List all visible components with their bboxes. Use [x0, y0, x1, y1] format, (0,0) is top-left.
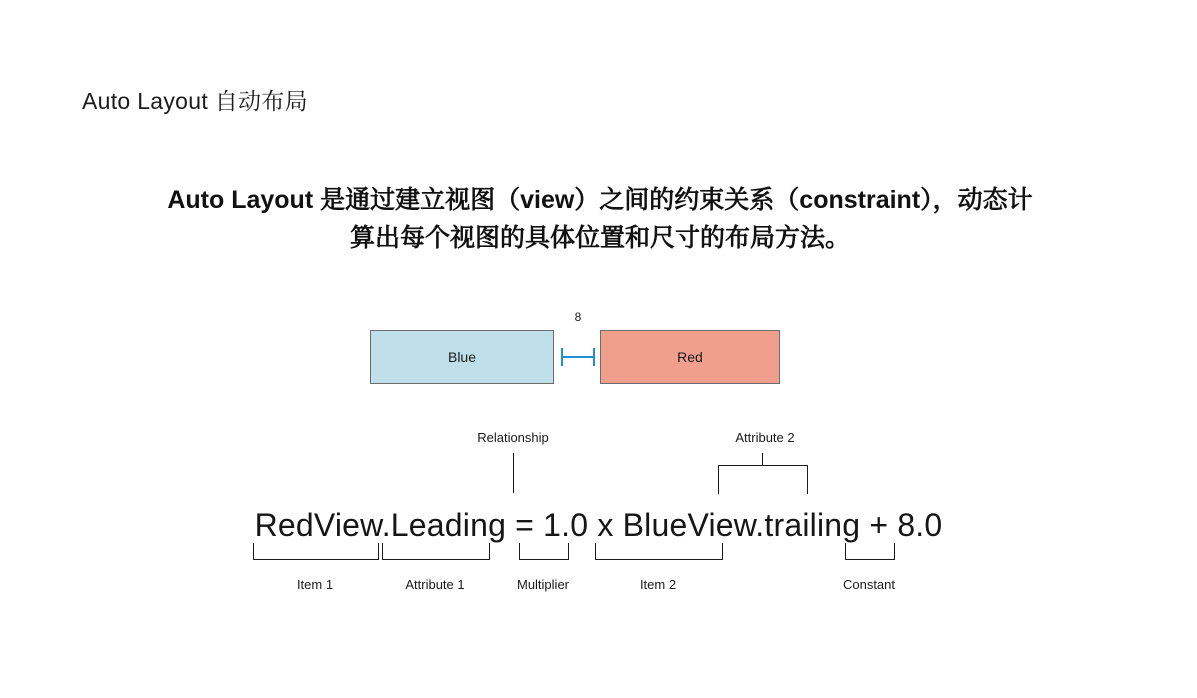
annotation-attribute1-bracket-icon — [382, 543, 490, 560]
annotation-item2-bracket-icon — [595, 543, 723, 560]
annotation-constant-label: Constant — [842, 577, 896, 592]
gap-measurement — [556, 310, 600, 384]
annotation-attribute2-stem-icon — [762, 453, 763, 466]
gap-line-icon — [561, 356, 595, 358]
blue-view-label: Blue — [447, 349, 477, 365]
lead-paragraph: Auto Layout 是通过建立视图（view）之间的约束关系（constraint），动态计算出每个视图的具体位置和尺寸的布局方法。 — [167, 186, 1033, 252]
red-view-box — [600, 330, 780, 384]
annotation-attribute2-bracket-icon — [718, 465, 808, 494]
annotation-relationship-label: Relationship — [477, 430, 549, 445]
annotation-multiplier-bracket-icon — [519, 543, 569, 560]
gap-value-label: 8 — [574, 310, 582, 324]
gap-right-cap-icon — [593, 348, 595, 366]
blue-view-box — [370, 330, 554, 384]
page-title: Auto Layout 自动布局 — [82, 88, 308, 115]
annotation-multiplier-label: Multiplier — [516, 577, 569, 592]
annotation-item2-label: Item 2 — [639, 577, 677, 592]
formula-diagram — [0, 425, 1197, 615]
views-diagram — [0, 310, 1197, 390]
annotation-constant-bracket-icon — [845, 543, 895, 560]
constraint-formula: RedView.Leading = 1.0 x BlueView.trailing + 8.0 — [254, 507, 943, 543]
annotation-item1-bracket-icon — [253, 543, 379, 560]
annotation-relationship-tick-icon — [513, 453, 514, 493]
red-view-label: Red — [677, 349, 703, 365]
annotation-item1-label: Item 1 — [296, 577, 334, 592]
annotation-attribute1-label: Attribute 1 — [405, 577, 465, 592]
annotation-attribute2-label: Attribute 2 — [735, 430, 795, 445]
